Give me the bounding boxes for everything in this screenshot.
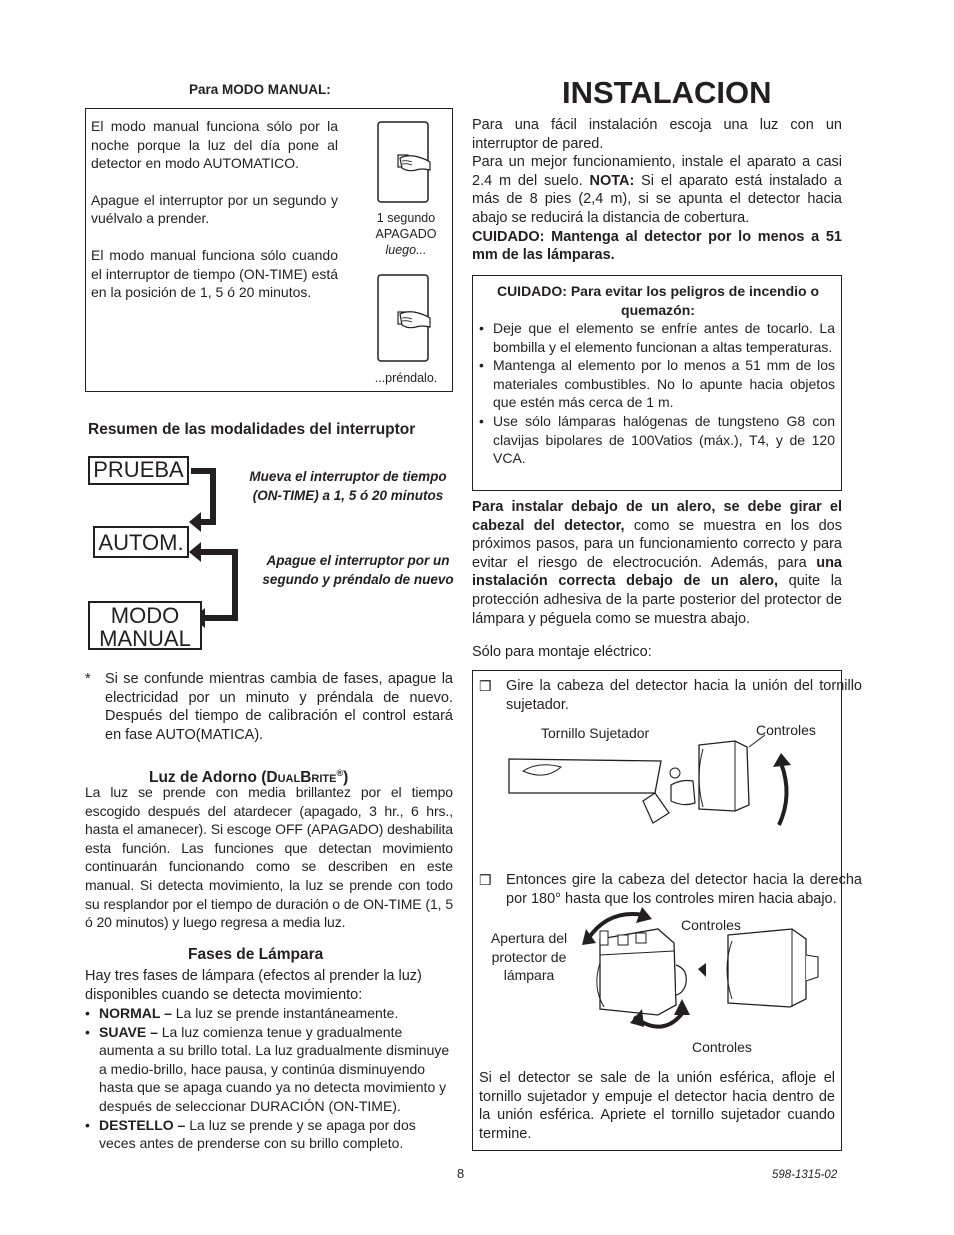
document-code: 598-1315-02 <box>772 1169 838 1181</box>
adorno-heading: Luz de Adorno (DualBrite®) <box>149 768 349 787</box>
wall-switch-off-illustration <box>376 121 431 203</box>
manual-mode-p2: Apague el interruptor por un segundo y vuélvalo a prender. <box>91 191 338 227</box>
install-intro <box>472 116 842 265</box>
manual-mode-p1: El modo manual funciona sólo por la noche porque la luz del día pone al detector en modo AUTOMATICO. <box>91 118 338 172</box>
wall-switch-on-illustration <box>376 274 431 362</box>
caption-line-1: 1 segundo <box>376 211 436 225</box>
label-controles-3: Controles <box>692 1039 752 1055</box>
fase-suave: • SUAVE – La luz comienza tenue y gradualmente aumenta a su brillo total. La luz gradualmente disminuye a medio-brillo, hace pausa, y continúa disminuyendo hasta que se apaga cuando ya no detecta movimiento y después de seleccionar DURACIÓN (ON-TIME). <box>85 1023 453 1116</box>
caution-box <box>472 275 842 491</box>
switch-off-caption <box>356 210 456 258</box>
eave-instructions: Para instalar debajo de un alero, se debe girar el cabezal del detector, como se muestra en los dos próximos pasos, para un funcionamiento correcto y para evitar el riesgo de electrocución. Además, para una instalación correcta debajo de un alero, quite la protección adhesiva de la parte posterior del protector de lámpara y péguela como se muestra abajo. <box>472 499 842 627</box>
mode-manual-line2: MANUAL <box>99 626 191 651</box>
page-title: INSTALACION <box>562 75 772 110</box>
install-p1: Para una fácil instalación escoja una luz con un interruptor de pared. <box>472 117 842 152</box>
adorno-text: La luz se prende con media brillantez por el tiempo escogido después del atardecer (apagado, 3 hr., 6 hrs., hasta el amanecer). Si escoge OFF (APAGADO) deshabilita esta función. Las funciones que detectan movimiento continuarán funcionando como se describen en este manual. Si detecta movimiento, la luz se prende con todo su resplandor por el tiempo de duración o de ON-TIME (1, 5 ó 20 minutos) y luego regresa a media luz. <box>85 784 453 931</box>
label-tornillo: Tornillo Sujetador <box>541 725 650 741</box>
label-controles-2: Controles <box>681 917 741 933</box>
caution-item: • Mantenga al elemento por lo menos a 51 mm de los materiales combustibles. No lo apunte hacia objetos que estén más cerca de 1 m. <box>479 356 835 412</box>
detector-step1-illustration <box>503 731 823 831</box>
caption-line-2: APAGADO <box>375 227 437 241</box>
mode-manual <box>88 601 202 650</box>
caution-item: • Deje que el elemento se enfríe antes de tocarlo. La bombilla y el elemento funcionan a altas temperaturas. <box>479 319 835 356</box>
fases-list <box>85 1004 453 1153</box>
install-p2: Para un mejor funcionamiento, instale el aparato a casi 2.4 m del suelo. NOTA: Si el aparato está instalado a más de 8 pies (2,4 m), si se apunta el detector hacia abajo se reducirá la distancia de cobertura. <box>472 154 842 226</box>
caption-line-3: luego... <box>385 243 427 257</box>
caution-heading: CUIDADO: Para evitar los peligros de incendio o quemazón: <box>496 283 820 318</box>
caution-item: • Use sólo lámparas halógenas de tungsteno G8 con clavijas bipolares de 100Vatios (máx.), T4, y de 120 VCA. <box>479 412 835 468</box>
detector-step2-illustration <box>578 899 828 1039</box>
step-1: ❒ Gire la cabeza del detector hacia la unión del tornillo sujetador. <box>479 677 862 714</box>
mount-note: Sólo para montaje eléctrico: <box>472 644 652 660</box>
fase-normal: • NORMAL – La luz se prende instantáneamente. <box>85 1004 453 1023</box>
mode-manual-line1: MODO <box>110 603 180 628</box>
label-controles-1: Controles <box>756 722 816 738</box>
fases-intro: Hay tres fases de lámpara (efectos al prender la luz) disponibles cuando se detecta movimiento: <box>85 968 422 1003</box>
manual-mode-text <box>91 117 338 302</box>
mode-prueba: PRUEBA <box>88 456 189 485</box>
final-instruction: Si el detector se sale de la unión esférica, afloje el tornillo sujetador y empuje el detector hacia dentro de la unión esférica. Apriete el tornillo sujetador cuando termine. <box>479 1070 835 1142</box>
label-apertura: Apertura del protector de lámpara <box>490 930 568 984</box>
note-asterisk: * <box>85 671 91 687</box>
fase-destello: • DESTELLO – La luz se prende y se apaga por dos veces antes de prenderse con su brillo completo. <box>85 1116 453 1153</box>
switch-on-caption: ...préndalo. <box>374 371 438 385</box>
fases-heading: Fases de Lámpara <box>188 946 324 963</box>
manual-mode-p3: El modo manual funciona sólo cuando el interruptor de tiempo (ON-TIME) está en la posición de 1, 5 ó 20 minutos. <box>91 246 338 301</box>
diagram-instruction-2: Apague el interruptor por un segundo y préndalo de nuevo <box>262 553 454 587</box>
install-caution-inline: CUIDADO: Mantenga al detector por lo menos a 51 mm de las lámparas. <box>472 228 842 264</box>
mount-steps-box <box>472 670 862 1151</box>
confusion-note: Si se confunde mientras cambia de fases, apague la electricidad por un minuto y préndala de nuevo. Después del tiempo de calibración el control estará en fase AUTO(MATICA). <box>105 671 453 743</box>
manual-mode-box <box>85 108 453 392</box>
diagram-instruction-1: Mueva el interruptor de tiempo (ON-TIME) a 1, 5 ó 20 minutos <box>249 469 447 503</box>
page-number: 8 <box>457 1166 465 1181</box>
manual-mode-heading: Para MODO MANUAL: <box>189 82 331 97</box>
summary-heading: Resumen de las modalidades del interruptor <box>88 421 416 438</box>
step-2: ❒ Entonces gire la cabeza del detector hacia la derecha por 180° hasta que los controles miren hacia abajo. <box>479 871 862 908</box>
mode-autom: AUTOM. <box>93 526 189 558</box>
caution-list <box>479 319 835 468</box>
